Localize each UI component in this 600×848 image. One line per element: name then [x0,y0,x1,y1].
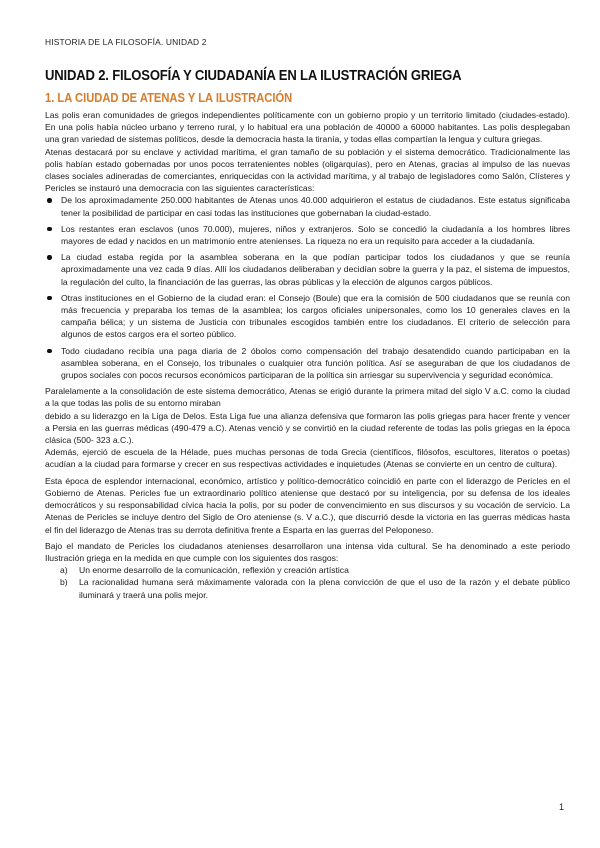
section-heading: 1. LA CIUDAD DE ATENAS Y LA ILUSTRACIÓN [45,90,293,105]
list-item [45,194,570,218]
running-header: HISTORIA DE LA FILOSOFÍA. UNIDAD 2 [45,37,207,47]
paragraph-middle-3: Además, ejerció de escuela de la Hélade, pues muchas personas de toda Grecia (científicos, filósofos, escultores, literatos o poetas) acudían a la ciudad para formarse y crecer en sus respectivas actividades e inquietudes (Atenas se convierte en un centro de cultura). [45,447,570,470]
list-item-text: Todo ciudadano recibía una paga diaria de 2 óbolos como compensación del trabajo desatendido cuando participaban en la asamblea soberana, en el Consejo, los tribunales o cualquier otra función política. Así se aseguraban de que los ciudadanos de grupos sociales con pocos recursos económicos participaran de la política sin arriesgar su supervivencia y seguridad económica. [61,345,570,381]
list-item [45,292,570,341]
bullet-icon [47,255,52,260]
list-item [45,251,570,288]
characteristics-list [45,194,570,381]
page-number: 1 [558,802,564,812]
list-item [45,576,570,600]
features-list [45,564,570,601]
bullet-icon [47,296,52,301]
paragraph-middle-1: Paralelamente a la consolidación de este sistema democrático, Atenas se erigió durante la primera mitad del siglo V a.C. como la ciudad a la que todas las polis de su entorno miraban [45,386,570,409]
list-marker: a) [60,565,68,576]
body-text [45,109,570,601]
list-item-text: La racionalidad humana será máximamente valorada con la plena convicción de que el uso de la razón y el debate público iluminará y traerá una polis mejor. [79,577,570,600]
list-item [45,345,570,382]
paragraph-intro-2: Atenas destacará por su enclave y actividad marítima, el gran tamaño de su población y el sistema democrático. Tradicionalmente las polis habían estado gobernadas por unos pocos terratenientes nobles (oligarquías), pero en Atenas, gracias al impulso de las nuevas clases sociales adineradas de comerciantes, enriquecidas con la actividad marítima, y al trabajo de legisladores como Salón, Clísteres y Pericles se instauró una democracia con las siguientes características: [45,146,570,194]
paragraph-middle-4: Esta época de esplendor internacional, económico, artístico y político-democrático coincidió en parte con el liderazgo de Pericles en el Gobierno de Atenas. Pericles fue un extraordinario político ateniense que destacó por su inteligencia, por su defensa de los ideales democráticos y su responsabilidad cívica hacia la polis, por su poder de convencimiento en sus discursos y su vocación de servicio. La Atenas de Pericles se incluye dentro del Siglo de Oro ateniense (s. V a.C.), que discurrió desde la victoria en las guerras médicas hasta el fin del liderazgo de Atenas tras su derrota definitiva frente a Esparta en las guerras del Peloponeso. [45,475,570,535]
bullet-icon [47,198,52,203]
list-item-text: De los aproximadamente 250.000 habitantes de Atenas unos 40.000 adquirieron el estatus de ciudadanos. Este estatus significaba tener la posibilidad de participar en casi todas las instituciones que gobernaban la ciudad-estado. [61,195,570,218]
list-item [45,564,570,576]
bullet-icon [47,227,52,232]
list-item-text: Un enorme desarrollo de la comunicación, reflexión y creación artística [79,565,349,576]
list-item-text: La ciudad estaba regida por la asamblea soberana en la que podían participar todos los ciudadanos y que se reunía aproximadamente una vez cada 9 días. Allí los ciudadanos deliberaban y decidían sobre la guerra y la paz, el sistema de impuestos, la regulación del culto, la financiación de las guerras, las obras públicas y la elección de algunos cargos públicos. [61,252,570,287]
list-item-text: Los restantes eran esclavos (unos 70.000), mujeres, niños y extranjeros. Solo se concedió la ciudadanía a los hombres libres mayores de edad y nacidos en un matrimonio entre atenienses. La riqueza no era un requisito para acceder a la ciudadanía. [61,223,570,247]
unit-title: UNIDAD 2. FILOSOFÍA Y CIUDADANÍA EN LA ILUSTRACIÓN GRIEGA [45,67,462,84]
paragraph-intro-1: Las polis eran comunidades de griegos independientes políticamente con un gobierno propio y un territorio limitado (ciudades-estado). En una polis había núcleo urbano y terreno rural, y lo habitual era una población de 40000 a 60000 habitantes. Las polis desplegaban una gran variedad de sistemas políticos, desde la democracia hasta la tiranía, y todas ellas compartían la lengua y cultura griegas. [45,110,570,145]
list-item-text: Otras instituciones en el Gobierno de la ciudad eran: el Consejo (Boule) que era la comisión de 500 ciudadanos que se reunía con más frecuencia y preparaba los temas de la asamblea; los cargos oficiales unipersonales, como los 10 generales claves en la campaña bélica; y un sistema de Justicia con tribunales escogidos también entre los ciudadanos. El criterio de selección para algunos de estos cargos era el sorteo público. [61,292,570,340]
list-marker: b) [60,577,68,588]
paragraph-middle-5: Bajo el mandato de Pericles los ciudadanos atenienses desarrollaron una intensa vida cultural. Se ha denominado a este periodo Ilustración griega en la medida en que cumple con los siguientes dos rasgos: [45,540,570,563]
bullet-icon [47,349,52,354]
list-item [45,223,570,247]
paragraph-middle-2: debido a su liderazgo en la Liga de Delos. Esta Liga fue una alianza defensiva que formaron las polis griegas para hacer frente y vencer a Persia en las guerras médicas (490-479 a.C). Atenas venció y se convirtió en la ciudad referente de todas las polis griegas en la época clásica (500- 323 a.C.). [45,410,570,446]
